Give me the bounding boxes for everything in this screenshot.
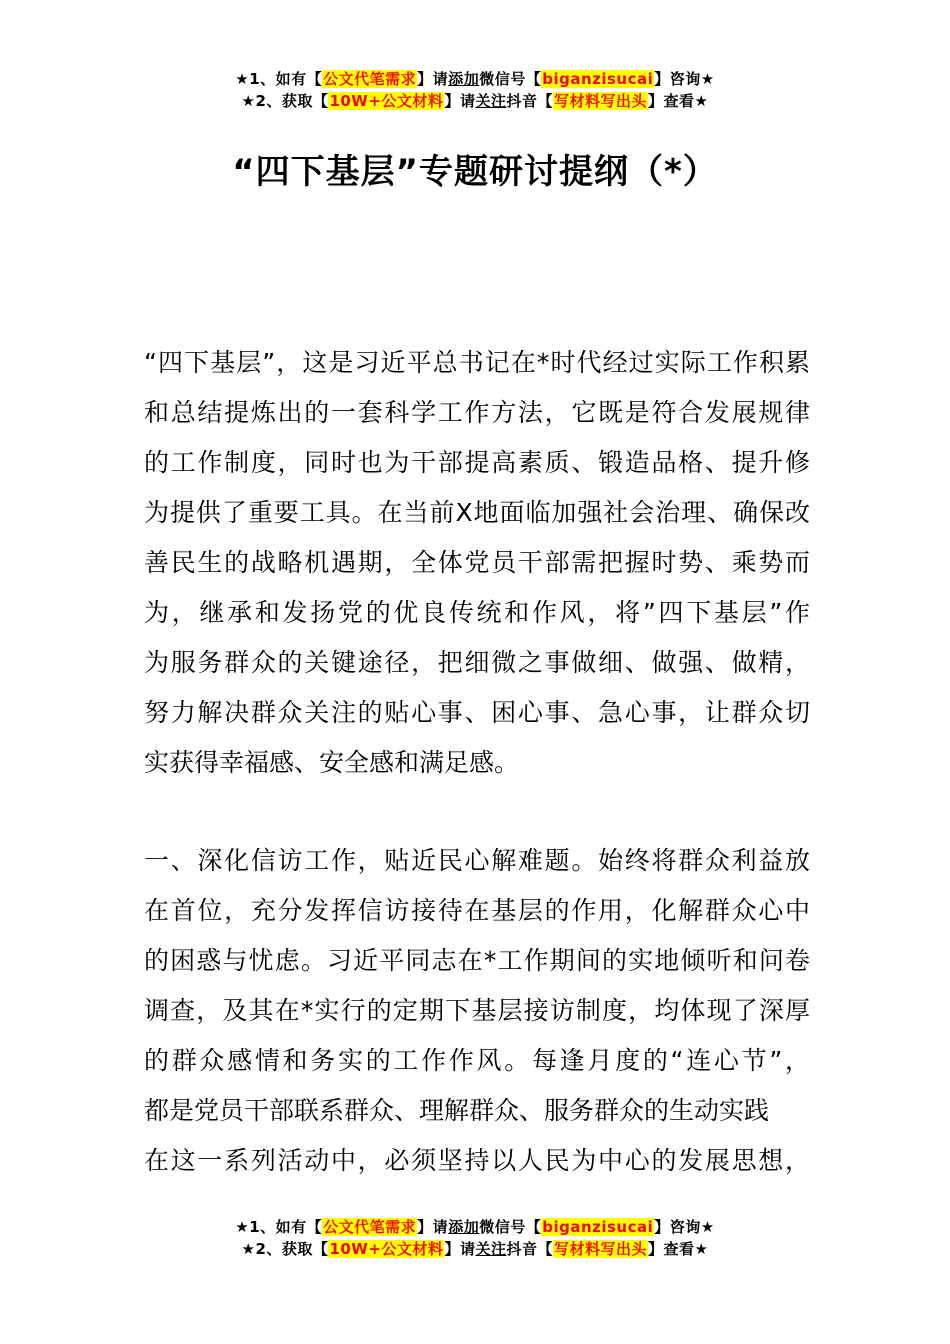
paragraph-line: 都是党员干部联系群众、理解群众、服务群众的生动实践 (144, 1096, 770, 1125)
paragraph-line: 的困惑与忧虑。习近平同志在*工作期间的实地倾听和问卷 (144, 946, 810, 975)
banner-underline-text: 关注 (475, 92, 507, 110)
paragraph-line: 的群众感情和务实的工作作风。每逢月度的“连心节”， (144, 1046, 810, 1075)
banner-text: ★1、如有【 (235, 1218, 323, 1236)
banner-highlight: biganzisucai (542, 1218, 654, 1236)
banner-line-1 (0, 68, 950, 90)
banner-underline-text: 添加 (448, 70, 480, 88)
paragraph-line: 为服务群众的关键途径，把细微之事做细、做强、做精， (144, 648, 810, 677)
banner-highlight: biganzisucai (542, 70, 654, 88)
banner-text: ★2、获取【 (241, 92, 329, 110)
banner-underline-text: 关注 (475, 1240, 507, 1258)
banner-text: 】请 (444, 1240, 476, 1258)
banner-text: 】请 (417, 1218, 449, 1236)
banner-highlight: 写材料写出头 (553, 1240, 647, 1258)
banner-text: 】咨询★ (654, 70, 715, 88)
paragraph-line: “四下基层”，这是习近平总书记在*时代经过实际工作积累 (144, 348, 810, 377)
banner-highlight: 公文代笔需求 (323, 70, 417, 88)
paragraph-line: 的工作制度，同时也为干部提高素质、锻造品格、提升修 (144, 448, 810, 477)
banner-text: 】咨询★ (654, 1218, 715, 1236)
paragraph-line: 实获得幸福感、安全感和满足感。 (144, 748, 520, 777)
banner-text: 抖音【 (506, 92, 553, 110)
banner-line-1 (0, 1216, 950, 1238)
banner-highlight: 10W+公文材料 (329, 92, 444, 110)
banner-line-2 (0, 90, 950, 112)
paragraph-line: 在首位，充分发挥信访接待在基层的作用，化解群众心中 (144, 896, 810, 925)
banner-text: ★2、获取【 (241, 1240, 329, 1258)
banner-text: ★1、如有【 (235, 70, 323, 88)
banner-line-2 (0, 1238, 950, 1260)
paragraph-line: 为，继承和发扬党的优良传统和作风，将”四下基层”作 (144, 598, 810, 627)
paragraph-line: 努力解决群众关注的贴心事、困心事、急心事，让群众切 (144, 698, 810, 727)
paragraph-line: 为提供了重要工具。在当前X地面临加强社会治理、确保改 (144, 498, 810, 527)
paragraph-line: 和总结提炼出的一套科学工作方法，它既是符合发展规律 (144, 398, 810, 427)
paragraph-line: 在这一系列活动中，必须坚持以人民为中心的发展思想， (144, 1146, 810, 1175)
banner-text: 抖音【 (506, 1240, 553, 1258)
banner-text: 】请 (444, 92, 476, 110)
paragraph-line: 善民生的战略机遇期，全体党员干部需把握时势、乘势而 (144, 548, 810, 577)
header-banner (0, 68, 950, 112)
footer-banner (0, 1216, 950, 1260)
banner-text: 微信号【 (479, 70, 542, 88)
paragraph-intro (144, 338, 810, 788)
paragraph-section-1 (144, 836, 810, 1186)
banner-text: 】查看★ (648, 1240, 709, 1258)
paragraph-line: 调查，及其在*实行的定期下基层接访制度，均体现了深厚 (144, 996, 810, 1025)
banner-underline-text: 添加 (448, 1218, 480, 1236)
banner-highlight: 公文代笔需求 (323, 1218, 417, 1236)
banner-text: 微信号【 (479, 1218, 542, 1236)
banner-highlight: 10W+公文材料 (329, 1240, 444, 1258)
banner-highlight: 写材料写出头 (553, 92, 647, 110)
banner-text: 】查看★ (648, 92, 709, 110)
banner-text: 】请 (417, 70, 449, 88)
paragraph-line: 一、深化信访工作，贴近民心解难题。始终将群众利益放 (144, 846, 810, 875)
document-title: “四下基层”专题研讨提纲（*） (232, 152, 718, 192)
